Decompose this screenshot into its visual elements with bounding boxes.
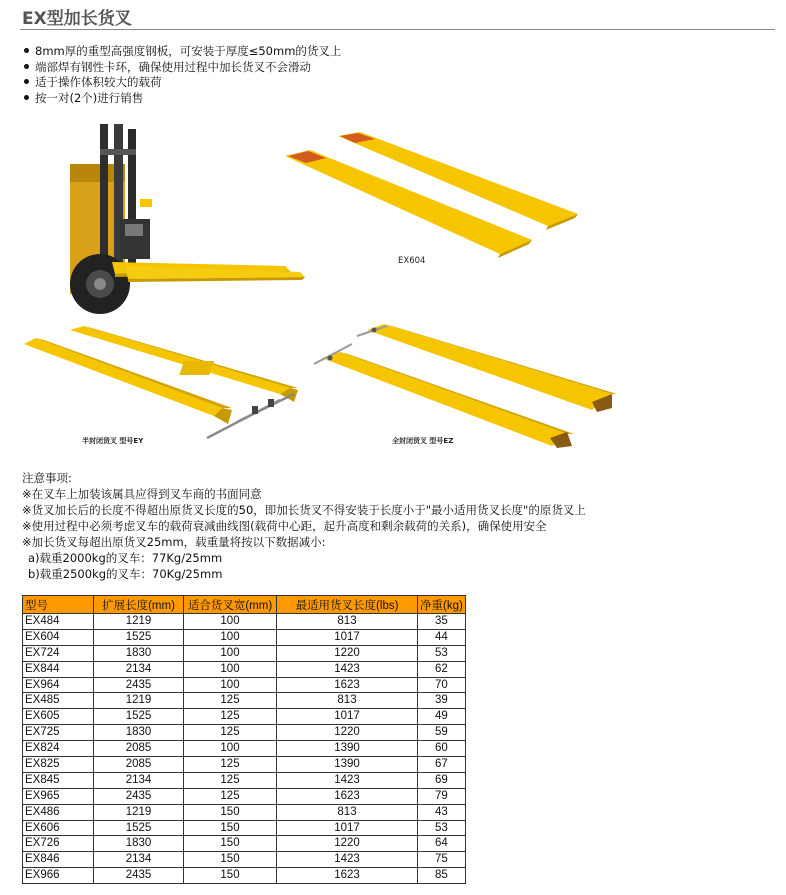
cell-net-weight: 53 (418, 645, 466, 661)
table-row (23, 788, 466, 804)
cell-fork-width: 100 (184, 614, 277, 630)
note-item: ※使用过程中必须考虑叉车的载荷衰减曲线图(载荷中心距，起升高度和剩余载荷的关系)，确保使用安全 (22, 519, 547, 533)
cell-fork-width: 150 (184, 804, 277, 820)
table-row (23, 772, 466, 788)
feature-item: 按一对(2个)进行销售 (22, 91, 341, 107)
cell-min-fork-length: 1423 (277, 852, 418, 868)
note-item: ※货叉加长后的长度不得超出原货叉长度的50，即加长货叉不得安装于长度小于"最小适用货叉长度"的原货叉上 (22, 503, 586, 517)
cell-net-weight: 75 (418, 852, 466, 868)
cell-min-fork-length: 1623 (277, 788, 418, 804)
cell-extension-length: 1830 (94, 836, 184, 852)
cell-fork-width: 125 (184, 693, 277, 709)
note-subitem: b)载重2500kg的叉车：70Kg/25mm (28, 567, 223, 581)
cell-fork-width: 125 (184, 772, 277, 788)
note-item: ※加长货叉每超出原货叉25mm，载重量将按以下数据减小: (22, 535, 326, 549)
cell-min-fork-length: 1017 (277, 709, 418, 725)
table-row (23, 725, 466, 741)
feature-item: 8mm厚的重型高强度钢板，可安装于厚度≤50mm的货叉上 (22, 44, 341, 60)
cell-net-weight: 69 (418, 772, 466, 788)
cell-model: EX486 (23, 804, 94, 820)
cell-net-weight: 49 (418, 709, 466, 725)
cell-net-weight: 39 (418, 693, 466, 709)
cell-model: EX724 (23, 645, 94, 661)
table-row (23, 757, 466, 773)
cell-min-fork-length: 1220 (277, 725, 418, 741)
col-header-extension-length: 扩展长度(mm) (94, 596, 184, 614)
cell-extension-length: 1219 (94, 693, 184, 709)
table-row (23, 645, 466, 661)
table-row (23, 804, 466, 820)
cell-fork-width: 100 (184, 677, 277, 693)
table-row (23, 836, 466, 852)
cell-extension-length: 2085 (94, 741, 184, 757)
cell-fork-width: 150 (184, 820, 277, 836)
cell-min-fork-length: 1390 (277, 757, 418, 773)
note-subitem: a)载重2000kg的叉车：77Kg/25mm (28, 551, 223, 565)
cell-model: EX825 (23, 757, 94, 773)
cell-extension-length: 1830 (94, 645, 184, 661)
cell-model: EX726 (23, 836, 94, 852)
cell-model: EX725 (23, 725, 94, 741)
cell-model: EX605 (23, 709, 94, 725)
cell-model: EX965 (23, 788, 94, 804)
cell-model: EX604 (23, 629, 94, 645)
cell-net-weight: 85 (418, 868, 466, 884)
table-row (23, 868, 466, 884)
cell-fork-width: 125 (184, 725, 277, 741)
cell-net-weight: 79 (418, 788, 466, 804)
cell-min-fork-length: 1390 (277, 741, 418, 757)
cell-extension-length: 1219 (94, 804, 184, 820)
cell-fork-width: 125 (184, 709, 277, 725)
bullet-icon (24, 95, 29, 100)
col-header-model: 型号 (23, 596, 94, 614)
forklift-photo (70, 124, 310, 314)
cell-net-weight: 60 (418, 741, 466, 757)
table-row (23, 709, 466, 725)
cell-model: EX485 (23, 693, 94, 709)
cell-fork-width: 100 (184, 741, 277, 757)
cell-net-weight: 64 (418, 836, 466, 852)
title-divider (20, 29, 775, 30)
cell-min-fork-length: 1017 (277, 629, 418, 645)
cell-extension-length: 2134 (94, 852, 184, 868)
ey-fork-image (22, 326, 302, 451)
cell-extension-length: 2435 (94, 788, 184, 804)
cell-min-fork-length: 813 (277, 693, 418, 709)
cell-min-fork-length: 1623 (277, 868, 418, 884)
note-item: ※在叉车上加装该属具应得到叉车商的书面同意 (22, 487, 262, 501)
table-header-row (23, 596, 466, 614)
cell-fork-width: 125 (184, 788, 277, 804)
cell-min-fork-length: 1220 (277, 836, 418, 852)
cell-min-fork-length: 1220 (277, 645, 418, 661)
cell-model: EX966 (23, 868, 94, 884)
cell-extension-length: 2435 (94, 677, 184, 693)
table-row (23, 661, 466, 677)
table-row (23, 741, 466, 757)
ex604-caption: EX604 (398, 256, 426, 266)
table-row (23, 852, 466, 868)
ey-caption: 半封闭货叉 型号EY (82, 437, 144, 445)
table-row (23, 820, 466, 836)
cell-model: EX964 (23, 677, 94, 693)
cell-net-weight: 59 (418, 725, 466, 741)
cell-fork-width: 125 (184, 757, 277, 773)
cell-min-fork-length: 1623 (277, 677, 418, 693)
cell-extension-length: 1219 (94, 614, 184, 630)
ez-fork-image (312, 322, 617, 452)
table-row (23, 629, 466, 645)
cell-fork-width: 150 (184, 868, 277, 884)
cell-model: EX606 (23, 820, 94, 836)
cell-net-weight: 43 (418, 804, 466, 820)
cell-fork-width: 150 (184, 836, 277, 852)
cell-model: EX484 (23, 614, 94, 630)
cell-net-weight: 67 (418, 757, 466, 773)
cell-net-weight: 35 (418, 614, 466, 630)
bullet-icon (24, 79, 29, 84)
cell-model: EX845 (23, 772, 94, 788)
bullet-icon (24, 48, 29, 53)
table-row (23, 677, 466, 693)
cell-extension-length: 1525 (94, 820, 184, 836)
cell-fork-width: 100 (184, 645, 277, 661)
notes-section (22, 470, 586, 582)
feature-item: 适于操作体积较大的载荷 (22, 75, 341, 91)
ez-caption: 全封闭货叉 型号EZ (392, 437, 454, 445)
cell-min-fork-length: 813 (277, 614, 418, 630)
table-body (23, 614, 466, 884)
cell-model: EX844 (23, 661, 94, 677)
table-row (23, 614, 466, 630)
bullet-icon (24, 64, 29, 69)
cell-extension-length: 2435 (94, 868, 184, 884)
cell-min-fork-length: 1423 (277, 772, 418, 788)
cell-extension-length: 2134 (94, 772, 184, 788)
cell-extension-length: 2085 (94, 757, 184, 773)
page-title: EX型加长货叉 (22, 9, 132, 29)
cell-model: EX846 (23, 852, 94, 868)
table-row (23, 693, 466, 709)
cell-model: EX824 (23, 741, 94, 757)
cell-fork-width: 150 (184, 852, 277, 868)
cell-min-fork-length: 813 (277, 804, 418, 820)
col-header-net-weight: 净重(kg) (418, 596, 466, 614)
cell-extension-length: 1525 (94, 629, 184, 645)
cell-net-weight: 70 (418, 677, 466, 693)
spec-table (22, 595, 466, 884)
cell-extension-length: 1525 (94, 709, 184, 725)
cell-min-fork-length: 1423 (277, 661, 418, 677)
feature-list (22, 44, 341, 106)
cell-extension-length: 2134 (94, 661, 184, 677)
cell-net-weight: 62 (418, 661, 466, 677)
cell-min-fork-length: 1017 (277, 820, 418, 836)
feature-item: 端部焊有钢性卡环，确保使用过程中加长货叉不会滑动 (22, 60, 341, 76)
col-header-min-fork-length: 最适用货叉长度(lbs) (277, 596, 418, 614)
cell-fork-width: 100 (184, 629, 277, 645)
notes-heading: 注意事项: (22, 471, 72, 485)
cell-extension-length: 1830 (94, 725, 184, 741)
cell-net-weight: 53 (418, 820, 466, 836)
col-header-fork-width: 适合货叉宽(mm) (184, 596, 277, 614)
cell-fork-width: 100 (184, 661, 277, 677)
ex604-fork-image (280, 128, 580, 258)
cell-net-weight: 44 (418, 629, 466, 645)
